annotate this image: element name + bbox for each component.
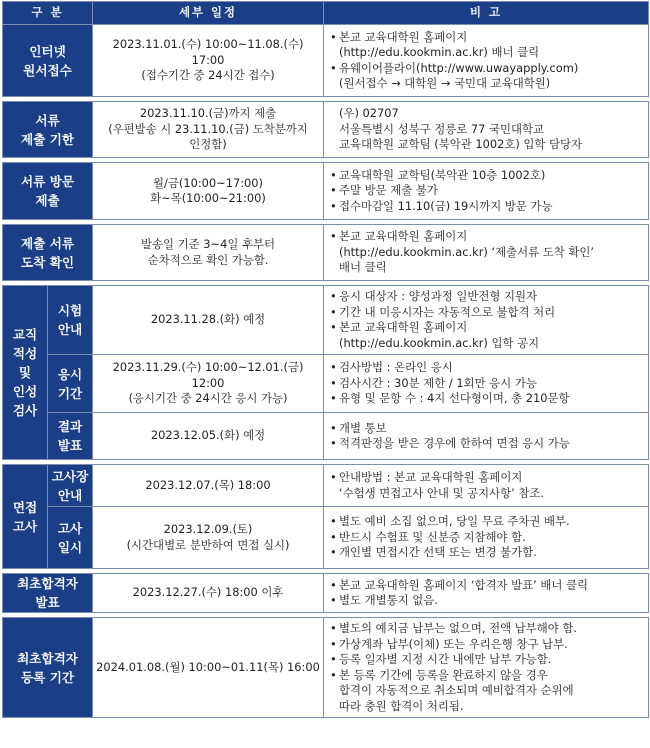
remark-item — [330, 320, 648, 336]
bullet-icon — [330, 106, 339, 122]
header-category: 구 분 — [3, 2, 93, 25]
bullet-icon: • — [330, 636, 337, 651]
remark-item — [330, 76, 648, 92]
bullet-icon: • — [330, 360, 337, 375]
bullet-icon — [330, 260, 339, 276]
remark-item — [330, 260, 648, 276]
remarks-cell — [324, 507, 649, 569]
row-label-line: 제출 서류 — [20, 235, 75, 251]
row-label-line: 제출 기한 — [20, 131, 75, 147]
remark-text: 본교 교육대학원 홈페이지 — [339, 29, 468, 44]
remark-item — [330, 578, 648, 594]
remark-text: (원서접수 → 대학원 → 국민대 교육대학원) — [339, 76, 551, 90]
remark-text: 안내방법 : 본교 교육대학원 홈페이지 — [339, 470, 523, 484]
bullet-icon: • — [330, 60, 337, 75]
row-exam-venue — [3, 465, 649, 507]
remark-item — [330, 336, 648, 352]
remark-item — [330, 360, 648, 376]
row-label — [48, 413, 93, 460]
schedule-line: (응시기간 중 24시간 응시 가능) — [128, 391, 288, 406]
remark-item — [330, 30, 648, 46]
schedule-line: 2023.12.27.(수) 18:00 이후 — [132, 585, 284, 600]
row-label-line: 일시 — [57, 539, 83, 555]
remarks-cell — [324, 574, 649, 613]
bullet-icon — [330, 76, 339, 92]
group-aptitude-test-label — [3, 286, 48, 460]
admission-schedule-table — [2, 1, 649, 718]
row-label-line: 응시 — [57, 366, 83, 382]
remark-text: 개별 통보 — [339, 420, 387, 435]
schedule-cell — [93, 286, 324, 355]
schedule-cell — [93, 507, 324, 569]
schedule-line: 2023.12.09.(토) — [163, 522, 253, 536]
bullet-icon — [330, 699, 339, 715]
remark-text: 교육대학원 교학팀 (북악관 1002호) 입학 담당자 — [339, 137, 583, 152]
row-document-deadline — [3, 102, 649, 158]
row-label-line: 시험 — [57, 303, 83, 318]
bullet-icon: • — [330, 621, 337, 635]
remark-text: 본교 교육대학원 홈페이지 — [339, 320, 468, 334]
bullet-icon: • — [330, 436, 337, 450]
row-label-line: 고사 — [57, 520, 83, 536]
schedule-line: (우편발송 시 23.11.10.(금) 도착분까지 — [108, 121, 308, 136]
table-header-row — [3, 2, 649, 25]
schedule-line: 2023.12.07.(목) 18:00 — [145, 477, 271, 492]
schedule-line: 순차적으로 확인 가능함. — [147, 252, 269, 267]
remark-text: 교육대학원 교학팀(북악관 10층 1002호) — [339, 167, 546, 182]
remarks-cell — [324, 355, 649, 413]
row-label-line: 원서접수 — [23, 62, 72, 78]
bullet-icon: • — [330, 667, 337, 682]
group-label-line: 면접 — [12, 499, 38, 515]
remark-text: (http://edu.kookmin.ac.kr) 입학 공지 — [339, 335, 540, 350]
remark-text: 유형 및 문항 수 : 4지 선다형이며, 총 210문항 — [339, 391, 570, 406]
remark-text: 접수마감일 11.10(금) 19시까지 방문 가능 — [339, 198, 553, 213]
remark-item — [330, 683, 648, 699]
remark-item — [330, 289, 648, 305]
schedule-cell — [93, 163, 324, 220]
remark-text: 본교 교육대학원 홈페이지 — [339, 229, 468, 244]
bullet-icon: • — [330, 320, 337, 334]
remark-text: 별도의 예치금 납부는 없으며, 전액 납부해야 함. — [339, 621, 578, 635]
bullet-icon: • — [330, 420, 337, 435]
remark-text: 검사시간 : 30분 제한 / 1회만 응시 가능 — [339, 375, 537, 390]
remark-text: 본교 교육대학원 홈페이지 ‘합격자 발표’ 배너 클릭 — [339, 577, 589, 592]
schedule-cell — [93, 102, 324, 158]
remark-text: 본 등록 기간에 등록을 완료하지 않을 경우 — [339, 667, 548, 682]
group-label-line: 및 — [18, 365, 32, 380]
bullet-icon: • — [330, 229, 337, 244]
bullet-icon — [330, 486, 339, 502]
remark-item — [330, 229, 648, 245]
bullet-icon: • — [330, 545, 337, 560]
remark-text: 반드시 수험표 및 신분증 지참해야 함. — [339, 529, 526, 544]
remarks-cell — [324, 102, 649, 158]
remark-item — [330, 486, 648, 502]
row-label — [48, 507, 93, 569]
header-schedule: 세부 일정 — [93, 2, 324, 25]
remark-item — [330, 305, 648, 321]
bullet-icon: • — [330, 391, 337, 406]
bullet-icon: • — [330, 577, 337, 592]
schedule-cell — [93, 574, 324, 613]
bullet-icon: • — [330, 514, 337, 529]
bullet-icon: • — [330, 198, 337, 213]
row-label — [3, 102, 93, 158]
remark-item — [330, 668, 648, 684]
schedule-line: (시간대별로 분반하여 면접 실시) — [126, 537, 290, 552]
bullet-icon — [330, 245, 339, 261]
schedule-cell — [93, 413, 324, 460]
schedule-line: 화~목(10:00~21:00) — [150, 191, 266, 205]
remark-text: 따라 충원 합격이 처리됨. — [339, 698, 464, 713]
remark-item — [330, 376, 648, 392]
remark-text: 별도 예비 소집 없으며, 당일 무료 주차권 배부. — [339, 514, 570, 529]
row-label-line: 기간 — [57, 385, 83, 401]
remark-item — [330, 168, 648, 184]
header-remarks: 비 고 — [324, 2, 649, 25]
remark-item — [330, 421, 648, 437]
group-label-line: 검사 — [12, 403, 38, 418]
remark-text: ‘수험생 면접고사 안내 및 공지사항’ 참조. — [339, 485, 545, 500]
remark-text: (http://edu.kookmin.ac.kr) ‘제출서류 도착 확인’ — [339, 244, 594, 259]
row-label — [48, 286, 93, 355]
schedule-line: 2023.11.29.(수) 10:00~12.01.(금) 12:00 — [112, 360, 304, 390]
schedule-cell — [93, 25, 324, 97]
row-test-result — [3, 413, 649, 460]
remark-item — [330, 545, 648, 561]
remark-text: 배너 클릭 — [339, 260, 387, 275]
schedule-cell — [93, 225, 324, 281]
row-online-application — [3, 25, 649, 97]
remarks-cell — [324, 163, 649, 220]
row-label-line: 제출 — [35, 193, 60, 208]
bullet-icon — [330, 45, 339, 61]
group-label-line: 적성 — [12, 346, 38, 361]
remark-text: 기간 내 미응시자는 자동적으로 불합격 처리 — [339, 304, 556, 319]
row-label — [3, 574, 93, 613]
row-label-line: 도착 확인 — [20, 254, 75, 270]
remark-item — [330, 245, 648, 261]
schedule-line: 2023.12.05.(화) 예정 — [150, 428, 266, 443]
remark-item — [330, 391, 648, 407]
row-test-period — [3, 355, 649, 413]
remark-item — [330, 514, 648, 530]
schedule-line: 월/금(10:00~17:00) — [153, 175, 263, 190]
bullet-icon: • — [330, 289, 337, 303]
remarks-cell — [324, 618, 649, 718]
row-test-guide — [3, 286, 649, 355]
remark-item — [330, 637, 648, 653]
row-label-line: 발표 — [57, 438, 83, 453]
row-label — [48, 465, 93, 507]
bullet-icon: • — [330, 183, 337, 198]
schedule-line: 2023.11.01.(수) 10:00~11.08.(수) 17:00 — [112, 37, 304, 67]
schedule-line: 2023.11.10.(금)까지 제출 — [139, 106, 277, 121]
row-label-line: 인터넷 — [29, 43, 66, 59]
row-label-line: 서류 — [35, 112, 60, 128]
schedule-cell — [93, 465, 324, 507]
schedule-cell — [93, 355, 324, 413]
remark-text: 가상계좌 납부(이체) 또는 우리은행 창구 납부. — [339, 636, 568, 651]
remarks-cell — [324, 465, 649, 507]
row-label-line: 결과 — [57, 419, 83, 434]
remark-text: 유웨이어플라이(http://www.uwayapply.com) — [339, 60, 579, 75]
row-document-visit — [3, 163, 649, 220]
remark-item — [330, 470, 648, 486]
remark-text: 응시 대상자 : 양성과정 일반전형 지원자 — [339, 289, 538, 303]
schedule-line: 인정함) — [189, 137, 227, 152]
remark-item — [330, 106, 648, 122]
remark-item — [330, 593, 648, 609]
remark-text: 주말 방문 제출 불가 — [339, 183, 438, 198]
remarks-cell — [324, 413, 649, 460]
remark-item — [330, 436, 648, 452]
row-label-line: 서류 방문 — [20, 174, 75, 189]
row-label — [3, 163, 93, 220]
row-document-arrival-check — [3, 225, 649, 281]
remark-item — [330, 699, 648, 715]
schedule-line: 2023.11.28.(화) 예정 — [150, 312, 266, 327]
row-first-pass-registration — [3, 618, 649, 718]
remark-item — [330, 183, 648, 199]
bullet-icon: • — [330, 375, 337, 390]
remarks-cell — [324, 286, 649, 355]
bullet-icon: • — [330, 593, 337, 607]
bullet-icon: • — [330, 470, 337, 484]
schedule-line: 발송일 기준 3~4일 후부터 — [141, 237, 275, 251]
row-first-pass-announcement — [3, 574, 649, 613]
group-interview-label — [3, 465, 48, 569]
group-label-line: 고사 — [12, 518, 38, 534]
row-label-line: 안내 — [57, 322, 83, 337]
schedule-line: 2024.01.08.(월) 10:00~01.11(목) 16:00 — [96, 659, 320, 674]
bullet-icon — [330, 137, 339, 153]
remark-text: 검사방법 : 온라인 응시 — [339, 360, 453, 375]
remark-text: 개인별 면접시간 선택 또는 변경 불가함. — [339, 545, 537, 560]
group-label-line: 인성 — [12, 384, 38, 399]
row-label-line: 최초합격자 — [17, 576, 78, 591]
bullet-icon: • — [330, 652, 337, 666]
row-label-line: 안내 — [57, 487, 83, 503]
bullet-icon: • — [330, 167, 337, 182]
remark-item — [330, 652, 648, 668]
remark-text: 합격이 자동적으로 취소되며 예비합격자 순위에 — [339, 683, 574, 697]
row-label-line: 최초합격자 — [17, 650, 78, 666]
remark-item — [330, 199, 648, 215]
bullet-icon — [330, 336, 339, 352]
bullet-icon: • — [330, 29, 337, 44]
remark-text: 별도 개별통지 없음. — [339, 593, 438, 607]
schedule-cell — [93, 618, 324, 718]
bullet-icon — [330, 683, 339, 699]
remark-text: (http://edu.kookmin.ac.kr) 배너 클릭 — [339, 45, 540, 59]
remark-text: 적격판정을 받은 경우에 한하여 면접 응시 가능 — [339, 436, 570, 450]
row-exam-datetime — [3, 507, 649, 569]
remarks-cell — [324, 25, 649, 97]
row-label-line: 발표 — [35, 595, 60, 610]
bullet-icon — [330, 122, 339, 138]
bullet-icon: • — [330, 529, 337, 544]
remark-text: (우) 02707 — [339, 106, 399, 121]
remark-item — [330, 621, 648, 637]
remark-item — [330, 61, 648, 77]
remark-item — [330, 137, 648, 153]
row-label — [3, 225, 93, 281]
row-label — [3, 618, 93, 718]
remark-text: 등록 일자별 지정 시간 내에만 납부 가능함. — [339, 652, 552, 666]
row-label — [3, 25, 93, 97]
remark-item — [330, 45, 648, 61]
group-label-line: 교직 — [12, 327, 38, 342]
remarks-cell — [324, 225, 649, 281]
row-label-line: 등록 기간 — [20, 669, 75, 685]
remark-item — [330, 530, 648, 546]
remark-item — [330, 122, 648, 138]
bullet-icon: • — [330, 304, 337, 319]
remark-text: 서울특별시 성북구 정릉로 77 국민대학교 — [339, 121, 545, 136]
schedule-line: (접수기간 중 24시간 접수) — [141, 68, 275, 83]
row-label-line: 고사장 — [51, 468, 89, 484]
row-label — [48, 355, 93, 413]
